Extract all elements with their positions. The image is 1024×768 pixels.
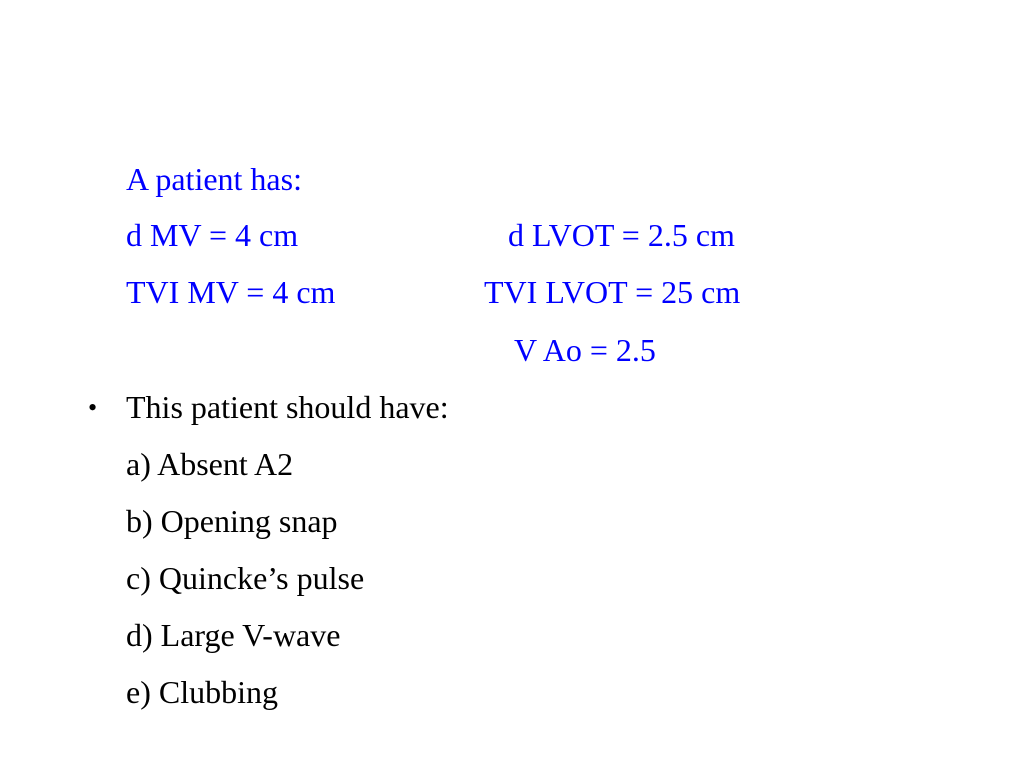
option-a: a) Absent A2	[126, 446, 294, 482]
question-prompt: This patient should have:	[126, 389, 449, 425]
given-tvi-lvot: TVI LVOT = 25 cm	[484, 274, 741, 310]
given-intro: A patient has:	[126, 161, 302, 197]
option-c: c) Quincke’s pulse	[126, 560, 365, 596]
option-b: b) Opening snap	[126, 503, 338, 539]
option-e: e) Clubbing	[126, 674, 278, 710]
given-tvi-mv: TVI MV = 4 cm	[126, 274, 336, 310]
given-d-lvot: d LVOT = 2.5 cm	[508, 217, 735, 253]
given-v-ao: V Ao = 2.5	[514, 332, 656, 368]
given-d-mv: d MV = 4 cm	[126, 217, 299, 253]
bullet-marker: •	[88, 393, 98, 422]
option-d: d) Large V-wave	[126, 617, 341, 653]
